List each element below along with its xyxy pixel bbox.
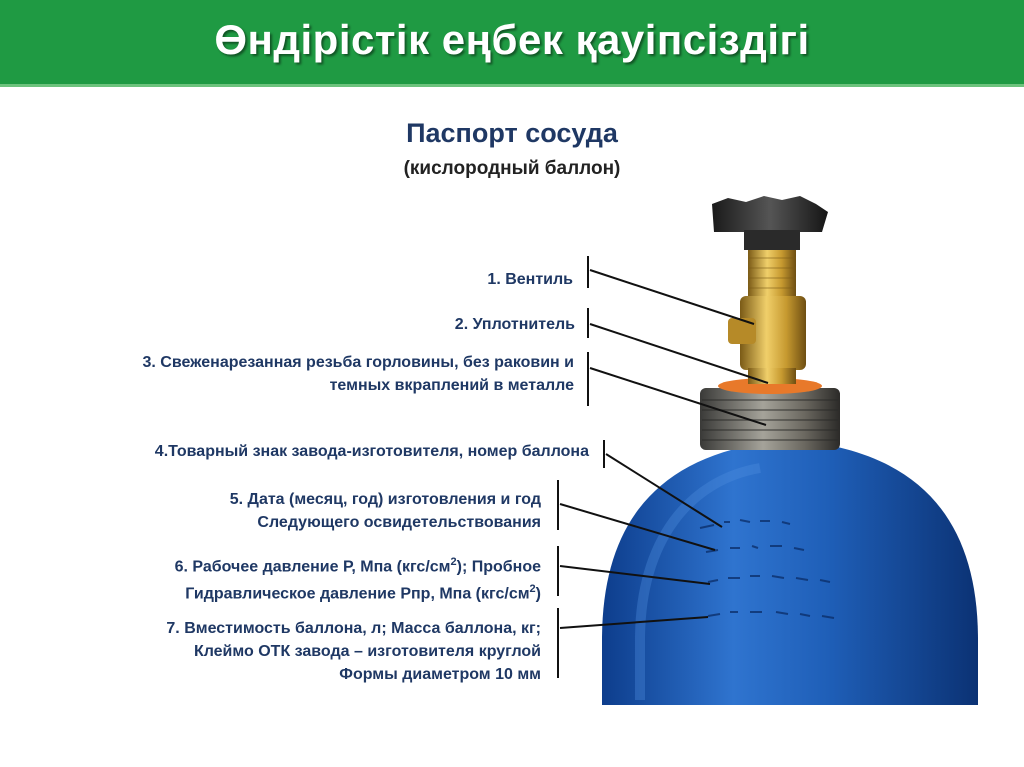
cylinder-neck-ring (700, 388, 840, 450)
callout-gasket: 2. Уплотнитель (454, 316, 575, 333)
callout-thread: 3. Свеженарезанная резьба горловины, без раковин и темных вкраплений в металле (142, 354, 574, 394)
callout-valve: 1. Вентиль (487, 271, 573, 288)
valve-handwheel (712, 196, 828, 250)
callout-capacity: 7. Вместимость баллона, л; Масса баллона, кг; Клеймо ОТК завода – изготовителя круглой Формы диаметром 10 мм (166, 620, 541, 683)
page-title: Өндірістік еңбек қауіпсіздігі (214, 16, 810, 63)
callout-manufacture-date: 5. Дата (месяц, год) изготовления и год Следующего освидетельствования (229, 491, 541, 531)
slide-subtitle-note: (кислородный баллон) (403, 158, 621, 179)
callout-trademark: 4.Товарный знак завода-изготовителя, номер баллона (154, 443, 589, 460)
callout-pressure: 6. Рабочее давление Р, Мпа $(кгс/см^2)$; Пробное Гидравлическое давление Рпр, Мпа $(кгс/см^2)$ (174, 556, 541, 603)
valve (728, 248, 806, 384)
slide-subtitle: Паспорт сосуда (406, 118, 618, 148)
cylinder-body (602, 440, 978, 705)
